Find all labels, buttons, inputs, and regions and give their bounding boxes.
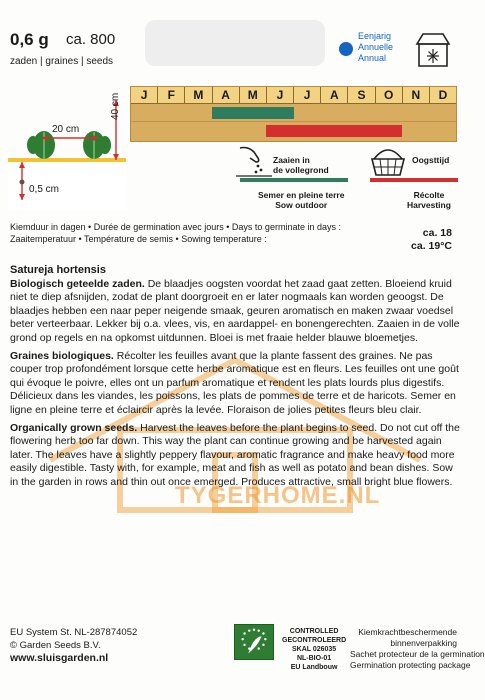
- harvest-basket-icon: [368, 143, 408, 177]
- nl-heading: Biologisch geteelde zaden.: [10, 277, 145, 290]
- depth-label: 0,5 cm: [29, 184, 60, 195]
- calendar-month-7: J: [294, 87, 321, 103]
- germination-info: Kiemduur in dagen • Durée de germination avec jours • Days to germinate in days : Zaaitemperatuur • Température de semis • Sowing temperature :: [10, 222, 341, 244]
- harvest-period-bar: [266, 125, 401, 137]
- footer-company: [10, 626, 137, 665]
- germination-values: ca. 18 ca. 19°C: [411, 227, 452, 252]
- sow-hand-icon: [236, 144, 272, 178]
- harvest-title: Oogsttijd: [412, 155, 450, 165]
- plant-left-icon: [27, 131, 55, 160]
- description-fr: [10, 350, 462, 418]
- watermark-text: TYGERHOME.NL: [175, 482, 381, 509]
- organic-certification: CONTROLLED GECONTROLEERD SKAL 026035 NL-BIO-01 EU Landbouw: [282, 628, 347, 671]
- annual-label: Eenjarig Annuelle Annual: [358, 31, 394, 63]
- spacing-label: 20 cm: [52, 124, 80, 135]
- species-name: Satureja hortensis: [10, 264, 106, 276]
- nl-body: De blaadjes oogsten voordat het zaad gaat zetten. Bloeiend kruid niet te diep afsnijden, zodat de plant doorgroeit en er later nogmaals kan worden geoogst. De blaadjes hebben een naar peper neigende smaak, geuren aromatisch en maken zwaar voedsel beter verteerbaar. Lekker bij o.a. vlees, vis, en aardappel- en bonengerechten. Zaaien in de volle grond op regels en na opkomst uitdunnen. Bloei is met fraaie helder blauwe bloemetjes.: [10, 277, 460, 344]
- annual-dot-icon: [339, 42, 353, 56]
- calendar-harvest-row: [131, 122, 456, 140]
- harvest-color-bar: [370, 178, 458, 182]
- units-label: zaden | graines | seeds: [10, 56, 114, 67]
- en-body: Harvest the leaves before the plant begins to seed. Do not cut off the flowering herb too far down. This way the plant can continue growing and be harvested again later. The leaves have a slightly peppery flavour, aromatic fragrance and make heavy food more easily digestible. Tasty with, for example, meat and fish as well as potato and bean dishes. Sow in the garden in rows and thin out once emerged. Produces attractive, small bright blue flowers.: [10, 421, 460, 488]
- eu-organic-logo-icon: [234, 624, 274, 660]
- fr-body: Récolter les feuilles avant que la plante fassent des graines. Ne pas couper trop profondément lorsque cette herbe aromatique est en fleurs. Les feuilles ont une goût qui évoque le poivre, elles ont un parfum aromatique et rendent les plats lourds plus digestifs. Délicieux dans les viandes, les poissons, les plats de pommes de terre et de haricots. Semer en ligne en pleine terre et éclaircir après la levée. Floraison de jolies petites fleurs bleu clair.: [10, 349, 459, 416]
- calendar-sow-row: [131, 104, 456, 122]
- sowing-calendar: [130, 86, 457, 142]
- calendar-month-11: N: [403, 87, 430, 103]
- description-en: [10, 422, 462, 490]
- calendar-month-8: A: [321, 87, 348, 103]
- calendar-month-6: J: [267, 87, 294, 103]
- eu-system-code: EU System St. NL-287874052: [10, 627, 138, 638]
- description-nl: [10, 264, 462, 346]
- seed-count: ca. 800: [66, 31, 116, 48]
- calendar-month-3: M: [185, 87, 212, 103]
- packaging-info: Kiemkrachtbeschermende binnenverpakking Sachet protecteur de la germination Germination protecting package: [350, 627, 485, 670]
- sow-title: Zaaien in de vollegrond: [273, 155, 329, 175]
- calendar-month-12: D: [438, 88, 448, 102]
- calendar-month-1: J: [131, 87, 158, 103]
- website-link[interactable]: www.sluisgarden.nl: [10, 652, 109, 664]
- description: [10, 264, 462, 494]
- cold-storage-icon: [413, 30, 453, 70]
- copyright: © Garden Seeds B.V.: [10, 640, 101, 651]
- calendar-month-5: M: [240, 87, 267, 103]
- calendar-months: [131, 87, 456, 104]
- harvest-subtitle: Récolte Harvesting: [407, 190, 451, 210]
- sow-color-bar: [240, 178, 348, 182]
- plant-right-icon: [83, 131, 111, 160]
- sow-period-bar: [212, 107, 293, 119]
- sow-subtitle: Semer en pleine terre Sow outdoor: [258, 190, 345, 210]
- hang-hole: [145, 20, 325, 66]
- seed-weight: 0,6 g: [10, 30, 49, 49]
- fr-heading: Graines biologiques.: [10, 349, 114, 362]
- en-heading: Organically grown seeds.: [10, 421, 138, 434]
- row-label: 40 cm: [110, 92, 121, 120]
- calendar-month-2: F: [158, 87, 185, 103]
- calendar-month-9: S: [348, 87, 375, 103]
- calendar-month-10: O: [376, 87, 403, 103]
- calendar-month-4: A: [213, 87, 240, 103]
